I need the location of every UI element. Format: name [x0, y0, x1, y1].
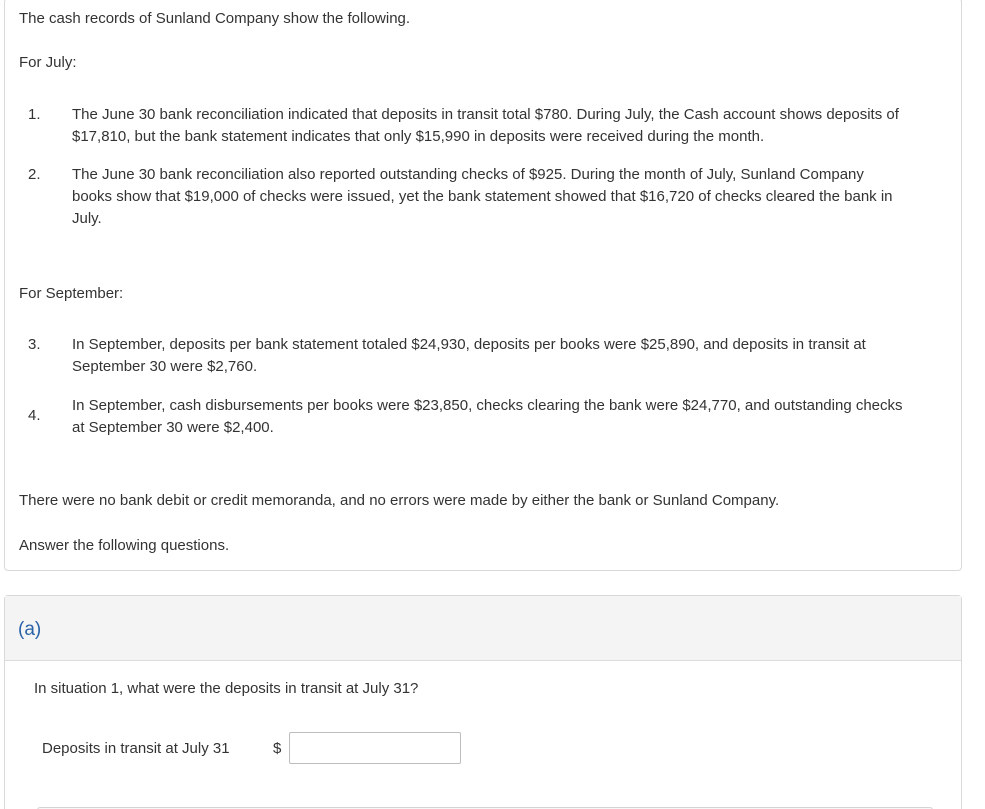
list-item-line: at September 30 were $2,400.	[72, 419, 274, 436]
list-item-text	[72, 334, 947, 378]
deposits-in-transit-input[interactable]	[289, 732, 461, 764]
list-item-line: July.	[72, 210, 102, 227]
list-item-line: $17,810, but the bank statement indicates that only $15,990 in deposits were received during the month.	[72, 128, 765, 145]
problem-statement-card	[4, 0, 962, 571]
question-header	[5, 596, 961, 661]
list-item-text	[72, 104, 947, 148]
september-heading: For September:	[19, 285, 124, 302]
instruction-text: Answer the following questions.	[19, 537, 230, 554]
currency-symbol: $	[273, 740, 282, 757]
list-item-number: 3.	[28, 336, 41, 353]
question-letter: (a)	[18, 619, 42, 640]
closing-note: There were no bank debit or credit memoranda, and no errors were made by either the bank or Sunland Company.	[19, 492, 780, 509]
list-item-line: The June 30 bank reconciliation also reported outstanding checks of $925. During the month of July, Sunland Company	[72, 166, 864, 183]
list-item-line: In September, deposits per bank statement totaled $24,930, deposits per books were $25,890, and deposits in transit at	[72, 336, 866, 353]
july-heading: For July:	[19, 54, 77, 71]
list-item-line: In September, cash disbursements per books were $23,850, checks clearing the bank were $24,770, and outstanding checks	[72, 397, 903, 414]
problem-intro: The cash records of Sunland Company show the following.	[19, 10, 411, 27]
list-item-text	[72, 164, 947, 230]
list-item-text	[72, 395, 947, 439]
question-a-card	[4, 595, 962, 809]
question-prompt: In situation 1, what were the deposits in transit at July 31?	[34, 680, 419, 697]
list-item-line: The June 30 bank reconciliation indicated that deposits in transit total $780. During July, the Cash account shows deposits of	[72, 106, 899, 123]
answer-label: Deposits in transit at July 31	[42, 740, 230, 757]
list-item-number: 2.	[28, 166, 41, 183]
list-item-line: September 30 were $2,760.	[72, 358, 258, 375]
list-item-line: books show that $19,000 of checks were issued, yet the bank statement showed that $16,720 of checks cleared the bank in	[72, 188, 893, 205]
list-item-number: 4.	[28, 407, 41, 424]
list-item-number: 1.	[28, 106, 41, 123]
